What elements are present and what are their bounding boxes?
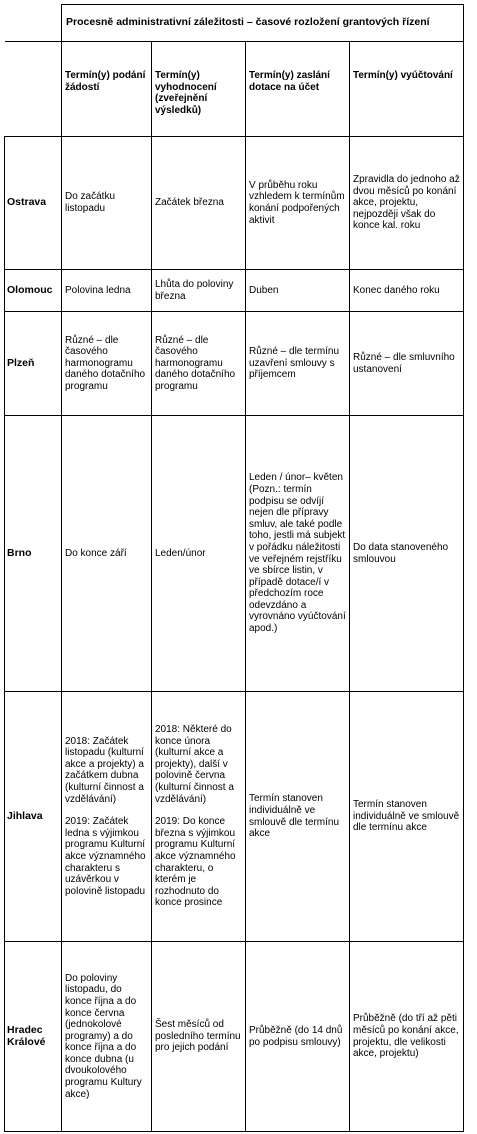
cell-paragraph: 2019: Začátek ledna s výjimkou programu Kulturní akce významného charakteru s uzávěrkou v polovině listopadu — [65, 816, 146, 897]
table-cell: Konec daného roku — [350, 270, 464, 312]
table-cell — [152, 692, 246, 942]
table-cell: Průběžně (do tří až pěti měsíců po konání akce, projektu, dle velikosti akce, projektu) — [350, 942, 464, 1132]
row-city: Ostrava — [5, 137, 62, 270]
table-row — [5, 137, 464, 270]
row-city: Jihlava — [5, 692, 62, 942]
table-cell: V průběhu roku vzhledem k termínům konání podpořených aktivit — [246, 137, 350, 270]
table-cell: Leden/únor — [152, 416, 246, 692]
row-city: Hradec Králové — [5, 942, 62, 1132]
empty-header-cell — [5, 42, 62, 137]
table-title: Procesně administrativní záležitosti – časové rozložení grantových řízení — [62, 5, 464, 42]
table-cell: Různé – dle časového harmonogramu daného dotačního programu — [62, 312, 152, 416]
column-header-payment: Termín(y) zaslání dotace na účet — [246, 42, 350, 137]
table-cell: Polovina ledna — [62, 270, 152, 312]
cell-paragraph: 2018: Některé do konce února (kulturní akce a projekty), další v polovině června (kulturní činnost a vzdělávání) — [155, 724, 234, 805]
row-city: Brno — [5, 416, 62, 692]
table-cell: Průběžně (do 14 dnů po podpisu smlouvy) — [246, 942, 350, 1132]
table-row — [5, 416, 464, 692]
row-city: Plzeň — [5, 312, 62, 416]
table-cell: Do data stanoveného smlouvou — [350, 416, 464, 692]
cell-paragraph: 2018: Začátek listopadu (kulturní akce a projekty) a začátkem dubna (kulturní činnost a vzdělávání) — [65, 735, 144, 805]
table-cell: Šest měsíců od posledního termínu pro jejich podání — [152, 942, 246, 1132]
cell-paragraph: 2019: Do konce března s výjimkou programu Kulturní akce významného charakteru, o kterém je rozhodnuto do konce prosince — [155, 816, 236, 909]
table-cell: Do začátku listopadu — [62, 137, 152, 270]
table-cell — [62, 692, 152, 942]
header-row — [5, 42, 464, 137]
table-cell: Leden / únor– květen (Pozn.: termín podpisu se odvíjí nejen dle přípravy smluv, ale také podle toho, jestli má subjekt v pořádku náležitosti ve veřejném rejstříku ve sbírce listin, v případě dotace/í v předchozím roce odevzdáno a vyrovnáno vyúčtování apod.) — [246, 416, 350, 692]
table-cell: Lhůta do poloviny března — [152, 270, 246, 312]
table-cell: Termín stanoven individuálně ve smlouvě dle termínu akce — [350, 692, 464, 942]
table-cell: Různé – dle smluvního ustanovení — [350, 312, 464, 416]
table-row — [5, 942, 464, 1132]
table-cell: Do poloviny listopadu, do konce října a do konce června (jednokolové programy) a do konce října a do konce dubna (u dvoukolového programu Kultury akce) — [62, 942, 152, 1132]
table-cell: Různé – dle termínu uzavření smlouvy s příjemcem — [246, 312, 350, 416]
table-cell: Duben — [246, 270, 350, 312]
column-header-submission: Termín(y) podání žádostí — [62, 42, 152, 137]
row-city: Olomouc — [5, 270, 62, 312]
table-row — [5, 312, 464, 416]
table-cell: Zpravidla do jednoho až dvou měsíců po konání akce, projektu, nejpozději však do konce kal. roku — [350, 137, 464, 270]
table-row — [5, 270, 464, 312]
table-cell: Termín stanoven individuálně ve smlouvě dle termínu akce — [246, 692, 350, 942]
table-cell: Do konce září — [62, 416, 152, 692]
column-header-settlement: Termín(y) vyúčtování — [350, 42, 464, 137]
column-header-evaluation: Termín(y) vyhodnocení (zveřejnění výsledků) — [152, 42, 246, 137]
table-cell: Různé – dle časového harmonogramu daného dotačního programu — [152, 312, 246, 416]
title-row — [5, 5, 464, 42]
table-row — [5, 692, 464, 942]
table-cell: Začátek března — [152, 137, 246, 270]
corner-cell — [5, 5, 62, 42]
grant-schedule-table — [4, 4, 464, 1132]
